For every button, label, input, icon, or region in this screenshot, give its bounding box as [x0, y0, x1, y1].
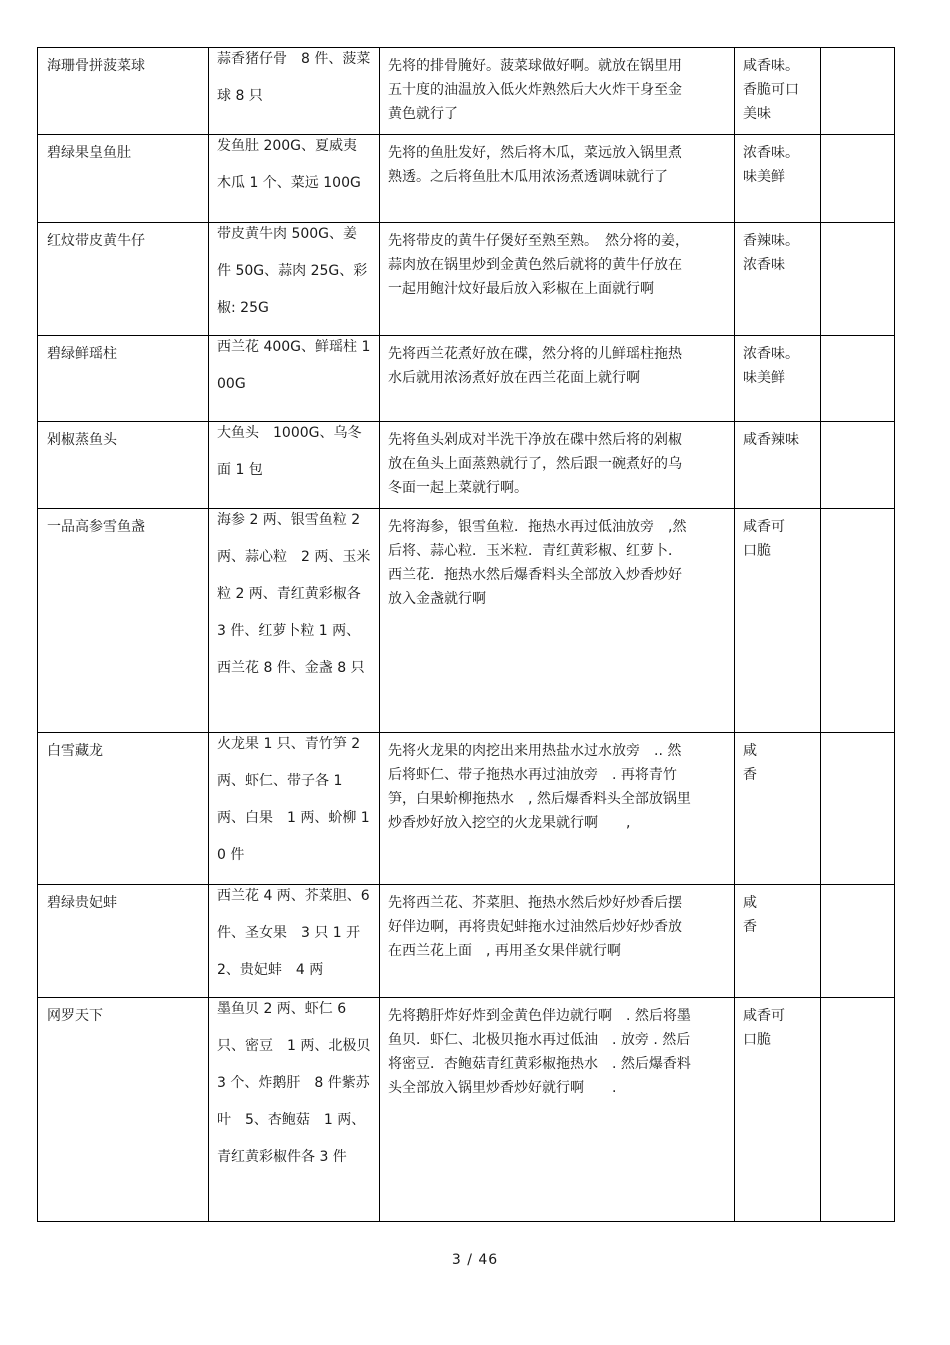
dish-name-cell [38, 48, 209, 135]
dish-name: 网罗天下 [47, 1008, 103, 1024]
ingredients-cell [209, 336, 380, 422]
recipe-table [37, 47, 895, 1222]
empty-cell [821, 998, 895, 1222]
table-row [38, 48, 895, 135]
table-row [38, 223, 895, 336]
ingredients: 墨鱼贝 2 两、虾仁 6 只、密豆 1 两、北极贝 3 个、炸鹅肝 8 件紫苏叶 5、杏鲍菇 1 两、青红黄彩椒件各 3 件 [217, 1001, 371, 1165]
ingredients-cell [209, 422, 380, 509]
ingredients-cell [209, 733, 380, 885]
dish-name-cell [38, 135, 209, 223]
empty-cell [821, 422, 895, 509]
empty-cell [821, 509, 895, 733]
ingredients: 带皮黄牛肉 500G、姜件 50G、蒜肉 25G、彩椒: 25G [217, 226, 368, 316]
method-cell [380, 48, 735, 135]
taste: 咸香 [743, 743, 757, 783]
method-cell [380, 733, 735, 885]
ingredients-cell [209, 135, 380, 223]
dish-name-cell [38, 733, 209, 885]
ingredients: 火龙果 1 只、青竹笋 2 两、虾仁、带子各 1 两、白果 1 两、蚧柳 10 件 [217, 736, 370, 863]
table-row [38, 998, 895, 1222]
method-cell [380, 135, 735, 223]
taste-cell [735, 48, 821, 135]
method: 先将西兰花煮好放在碟，然分将的儿鲜瑶柱拖热水后就用浓汤煮好放在西兰花面上就行啊 [388, 346, 682, 386]
method: 先将的鱼肚发好，然后将木瓜，菜远放入锅里煮熟透。之后将鱼肚木瓜用浓汤煮透调味就行了 [388, 145, 682, 185]
dish-name: 一品高参雪鱼盏 [47, 519, 145, 535]
method: 先将带皮的黄牛仔煲好至熟至熟。 然分将的姜，蒜肉放在锅里炒到金黄色然后就将的黄牛仔放在一起用鲍汁炆好最后放入彩椒在上面就行啊 [388, 233, 689, 297]
dish-name-cell [38, 998, 209, 1222]
taste-cell [735, 885, 821, 998]
ingredients-cell [209, 885, 380, 998]
method-cell [380, 223, 735, 336]
taste-cell [735, 422, 821, 509]
ingredients: 西兰花 4 两、芥菜胆、6 件、圣女果 3 只 1 开 2、贵妃蚌 4 两 [217, 888, 370, 978]
ingredients: 发鱼肚 200G、夏威夷木瓜 1 个、菜远 100G [217, 138, 361, 191]
taste-cell [735, 509, 821, 733]
method-cell [380, 885, 735, 998]
dish-name-cell [38, 422, 209, 509]
dish-name-cell [38, 885, 209, 998]
ingredients-cell [209, 223, 380, 336]
table-row [38, 336, 895, 422]
taste-cell [735, 336, 821, 422]
method-cell [380, 336, 735, 422]
taste: 浓香味。味美鲜 [743, 346, 799, 386]
dish-name: 碧绿鲜瑶柱 [47, 346, 117, 362]
ingredients-cell [209, 509, 380, 733]
method: 先将海参，银雪鱼粒．拖热水再过低油放旁 ,然后将、蒜心粒．玉米粒．青红黄彩椒、红萝卜．西兰花．拖热水然后爆香料头全部放入炒香炒好放入金盏就行啊 [388, 519, 687, 607]
taste-cell [735, 733, 821, 885]
taste-cell [735, 135, 821, 223]
method: 先将火龙果的肉挖出来用热盐水过水放旁 .. 然后将虾仁、带子拖热水再过油放旁 . 再将青竹笋，白果蚧柳拖热水 , 然后爆香料头全部放锅里炒香炒好放入挖空的火龙果就行啊 , [388, 743, 691, 831]
ingredients: 蒜香猪仔骨 8 件、菠菜球 8 只 [217, 51, 371, 104]
empty-cell [821, 733, 895, 885]
empty-cell [821, 48, 895, 135]
dish-name: 剁椒蒸鱼头 [47, 432, 117, 448]
table-row [38, 885, 895, 998]
dish-name: 白雪藏龙 [47, 743, 103, 759]
dish-name: 碧绿贵妃蚌 [47, 895, 117, 911]
page-total: 46 [478, 1252, 499, 1268]
method-cell [380, 998, 735, 1222]
method-cell [380, 509, 735, 733]
method: 先将的排骨腌好。菠菜球做好啊。就放在锅里用五十度的油温放入低火炸熟然后大火炸干身至金黄色就行了 [388, 58, 682, 122]
ingredients: 西兰花 400G、鲜瑶柱 100G [217, 339, 371, 392]
dish-name-cell [38, 223, 209, 336]
table-row [38, 733, 895, 885]
taste: 咸香辣味 [743, 432, 799, 448]
recipe-page [37, 47, 894, 1222]
method: 先将鹅肝炸好炸到金黄色伴边就行啊 . 然后将墨鱼贝．虾仁、北极贝拖水再过低油 . 放旁 . 然后将密豆．杏鲍菇青红黄彩椒拖热水 . 然后爆香料头全部放入锅里炒香炒好就行啊 . [388, 1008, 691, 1096]
method: 先将鱼头剁成对半洗干净放在碟中然后将的剁椒放在鱼头上面蒸熟就行了，然后跟一碗煮好的乌冬面一起上菜就行啊。 [388, 432, 682, 496]
taste: 咸香味。香脆可口美味 [743, 58, 799, 122]
table-row [38, 509, 895, 733]
empty-cell [821, 223, 895, 336]
dish-name: 海珊骨拼菠菜球 [47, 58, 145, 74]
empty-cell [821, 135, 895, 223]
dish-name: 碧绿果皇鱼肚 [47, 145, 131, 161]
taste: 浓香味。味美鲜 [743, 145, 799, 185]
taste: 香辣味。浓香味 [743, 233, 799, 273]
page-separator: / [467, 1252, 473, 1268]
dish-name-cell [38, 336, 209, 422]
page-number [0, 1252, 950, 1268]
method: 先将西兰花、芥菜胆、拖热水然后炒好炒香后摆好伴边啊，再将贵妃蚌拖水过油然后炒好炒香放在西兰花上面 , 再用圣女果伴就行啊 [388, 895, 682, 959]
taste: 咸香 [743, 895, 757, 935]
table-row [38, 422, 895, 509]
taste-cell [735, 998, 821, 1222]
ingredients: 海参 2 两、银雪鱼粒 2 两、蒜心粒 2 两、玉米粒 2 两、青红黄彩椒各 3 件、红萝卜粒 1 两、西兰花 8 件、金盏 8 只 [217, 512, 371, 676]
dish-name: 红炆带皮黄牛仔 [47, 233, 145, 249]
empty-cell [821, 885, 895, 998]
taste: 咸香可口脆 [743, 1008, 785, 1048]
page-current: 3 [451, 1252, 462, 1268]
ingredients: 大鱼头 1000G、乌冬面 1 包 [217, 425, 362, 478]
method-cell [380, 422, 735, 509]
ingredients-cell [209, 48, 380, 135]
table-row [38, 135, 895, 223]
empty-cell [821, 336, 895, 422]
dish-name-cell [38, 509, 209, 733]
ingredients-cell [209, 998, 380, 1222]
taste-cell [735, 223, 821, 336]
taste: 咸香可口脆 [743, 519, 785, 559]
